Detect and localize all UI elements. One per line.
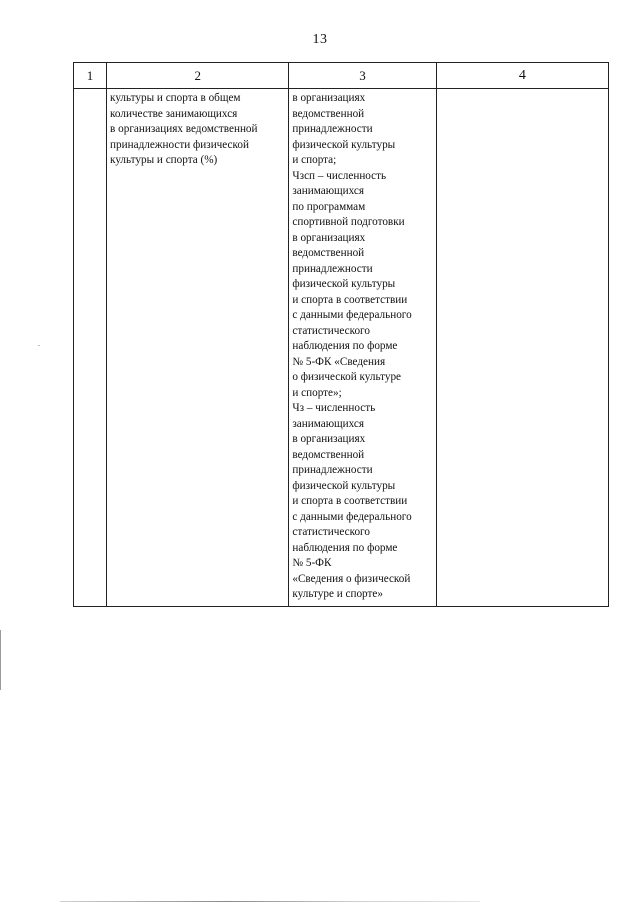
text-line: № 5-ФК «Сведения — [292, 355, 386, 368]
text-line: культуры и спорта (%) — [110, 154, 218, 166]
text-line: культуры и спорта в общем — [110, 92, 241, 104]
cell-col-3 — [289, 89, 436, 607]
header-col-3: 3 — [289, 63, 436, 89]
text-line: № 5-ФК — [292, 557, 332, 569]
text-line: и спорта; — [292, 154, 337, 166]
text-line: Чз – численность — [292, 402, 376, 414]
text-line: в организациях ведомственной — [110, 123, 258, 135]
text-line: принадлежности физической — [110, 138, 249, 151]
header-col-4: 4 — [436, 63, 608, 89]
text-line: с данными федерального — [292, 309, 412, 321]
text-line: наблюдения по форме — [292, 541, 398, 554]
text-line: физической культуры — [292, 278, 396, 290]
document-table — [73, 62, 609, 607]
text-line: ведомственной — [292, 448, 365, 461]
text-line: культуре и спорте» — [292, 588, 383, 600]
text-line: физической культуры — [292, 479, 396, 492]
text-line: с данными федерального — [292, 510, 412, 523]
text-line: физической культуры — [292, 138, 396, 151]
page-number: 13 — [312, 32, 328, 47]
indicator-name-text — [107, 89, 288, 172]
scan-artifact-left-edge — [0, 630, 1, 690]
text-line: принадлежности — [292, 262, 373, 275]
text-line: по программам — [292, 200, 366, 213]
header-col-1: 1 — [74, 63, 107, 89]
text-line: занимающихся — [292, 185, 365, 197]
table-row — [74, 89, 609, 607]
text-line: принадлежности — [292, 464, 373, 476]
text-line: ведомственной — [292, 107, 365, 120]
table-header-row — [74, 63, 609, 89]
text-line: наблюдения по форме — [292, 340, 398, 352]
text-line: о физической культуре — [292, 371, 402, 383]
text-line: и спорта в соответствии — [292, 495, 408, 507]
text-line: в организациях — [292, 231, 366, 244]
header-col-2: 2 — [107, 63, 289, 89]
text-line: ведомственной — [292, 247, 365, 259]
cell-col-2 — [107, 89, 289, 607]
text-line: занимающихся — [292, 417, 365, 430]
text-line: в организациях — [292, 433, 366, 445]
text-line: и спорта в соответствии — [292, 293, 408, 306]
text-line: «Сведения о физической — [292, 572, 411, 585]
text-line: спортивной подготовки — [292, 216, 405, 228]
scan-artifact-dot — [38, 345, 40, 346]
text-line: статистического — [292, 526, 370, 538]
text-line: в организациях — [292, 92, 366, 104]
text-line: Чзсп – численность — [292, 169, 387, 182]
text-line: статистического — [292, 324, 370, 337]
cell-col-1 — [74, 89, 107, 607]
scan-artifact-bottom-line — [60, 901, 480, 902]
text-line: принадлежности — [292, 123, 373, 135]
text-line: количестве занимающихся — [110, 107, 238, 120]
formula-description-text — [289, 89, 435, 606]
cell-col-4 — [436, 89, 608, 607]
text-line: и спорте»; — [292, 386, 342, 399]
